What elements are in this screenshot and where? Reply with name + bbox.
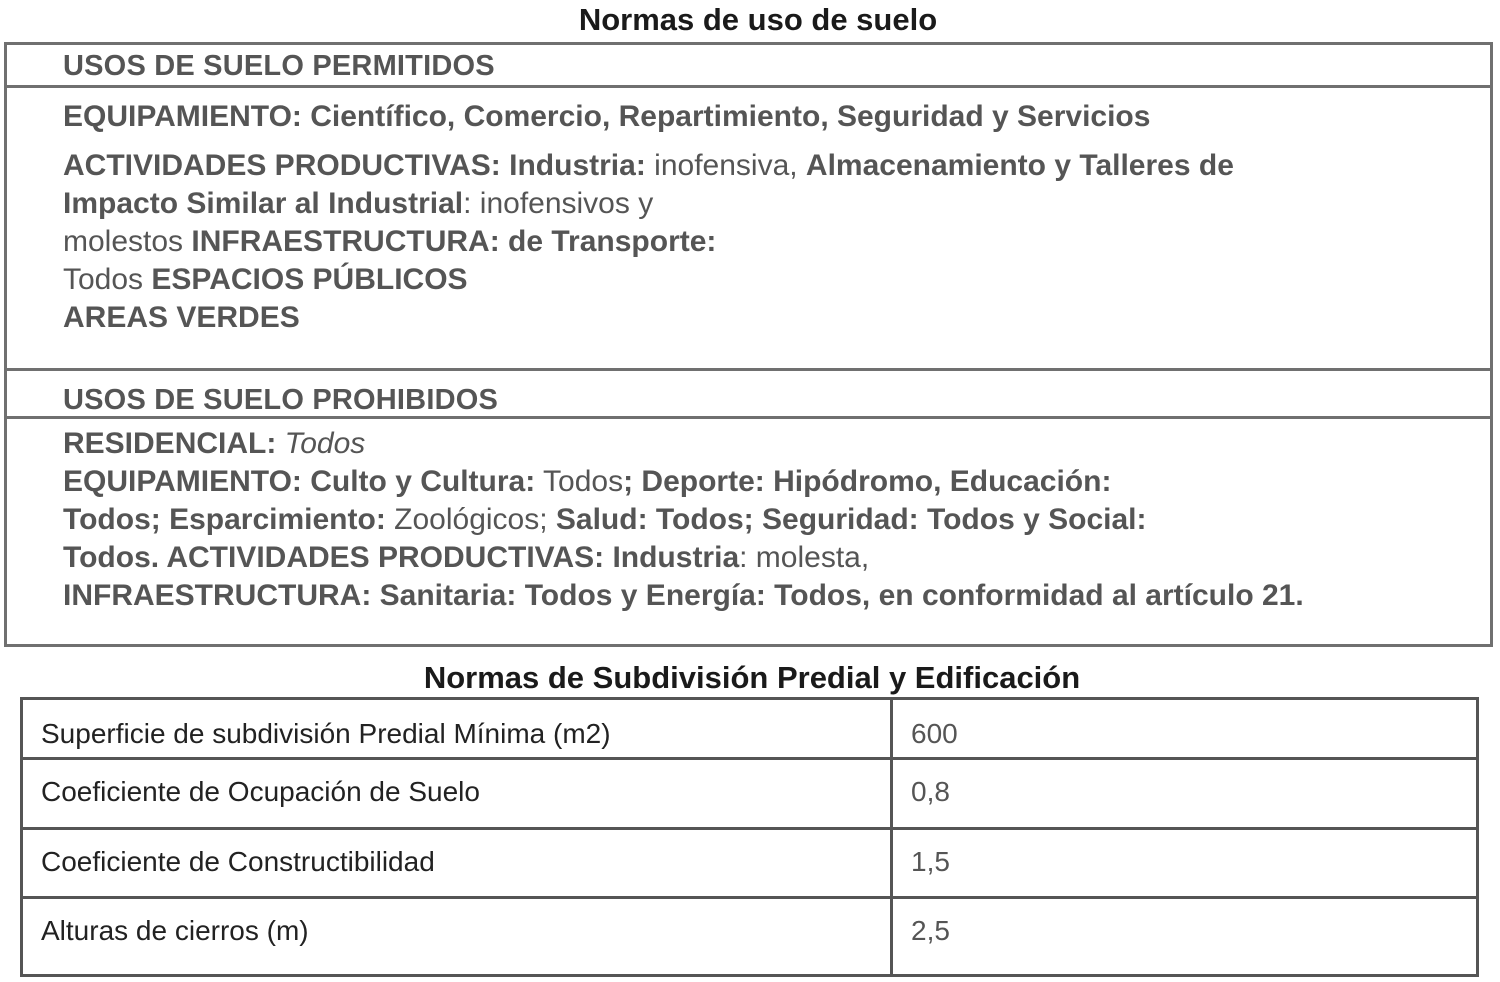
row-label: Coeficiente de Constructibilidad (41, 846, 435, 877)
table-row (23, 760, 1476, 830)
impacto-value: : inofensivos y (463, 187, 654, 220)
industria-label: Industria: (500, 149, 646, 182)
table-row (23, 830, 1476, 899)
todos-text: Todos (63, 263, 152, 296)
prohibidos-line5 (63, 577, 1304, 615)
salud-label: Salud: Todos; Seguridad: Todos y Social: (555, 503, 1147, 536)
infraestructura-label: INFRAESTRUCTURA: de Transporte: (191, 225, 717, 258)
divider (7, 368, 1490, 371)
residencial-value: Todos (276, 427, 366, 460)
row-label: Alturas de cierros (m) (41, 915, 309, 946)
row-value: 0,8 (911, 776, 950, 807)
permitidos-equipamiento (63, 98, 1150, 136)
table-row (23, 899, 1476, 974)
permitidos-actividades-line2 (63, 185, 653, 223)
actividades-label: ACTIVIDADES PRODUCTIVAS: (63, 149, 501, 182)
areas-verdes-label: AREAS VERDES (63, 301, 300, 334)
subdivision-table (20, 697, 1479, 977)
deporte-label: ; Deporte: Hipódromo, Educación: (623, 465, 1112, 498)
equipamiento-culto-label: EQUIPAMIENTO: Culto y Cultura: (63, 465, 536, 498)
espacios-publicos-label: ESPACIOS PÚBLICOS (151, 263, 468, 296)
permitidos-actividades-line1 (63, 147, 1234, 185)
prohibidos-line2 (63, 463, 1111, 501)
prohibidos-line4 (63, 539, 869, 577)
almacenamiento-label: Almacenamiento y Talleres de (805, 149, 1234, 182)
divider (7, 85, 1490, 88)
page-title-subdivision: Normas de Subdivisión Predial y Edificación (423, 660, 1081, 695)
molestos-text: molestos (63, 225, 192, 258)
row-label: Coeficiente de Ocupación de Suelo (41, 776, 480, 807)
equipamiento-text: Científico, Comercio, Repartimiento, Seguridad y Servicios (301, 100, 1151, 133)
esparcimiento-value: Zoológicos; (385, 503, 556, 536)
row-label: Superficie de subdivisión Predial Mínima (m2) (41, 718, 611, 749)
industria-molesta-value: : molesta, (739, 541, 870, 574)
actividades-industria-label: Todos. ACTIVIDADES PRODUCTIVAS: Industria (63, 541, 740, 574)
permitidos-espacios-line (63, 261, 468, 299)
row-value: 2,5 (911, 915, 950, 946)
row-value: 1,5 (911, 846, 950, 877)
page-title-uso-suelo: Normas de uso de suelo (578, 2, 938, 37)
row-value: 600 (911, 718, 958, 749)
prohibidos-header: USOS DE SUELO PROHIBIDOS (63, 384, 499, 416)
permitidos-areas-line (63, 299, 300, 337)
infraestructura-sanitaria-label: INFRAESTRUCTURA: Sanitaria: Todos y Energía: Todos, en conformidad al artículo 21. (63, 579, 1304, 612)
prohibidos-residencial (63, 425, 365, 463)
equipamiento-label: EQUIPAMIENTO: (63, 100, 302, 133)
impacto-label: Impacto Similar al Industrial (63, 187, 464, 220)
permitidos-infra-line (63, 223, 716, 261)
table-row (23, 700, 1476, 760)
residencial-label: RESIDENCIAL: (63, 427, 277, 460)
zoning-box (4, 42, 1493, 647)
culto-value: Todos (535, 465, 624, 498)
permitidos-header: USOS DE SUELO PERMITIDOS (63, 50, 495, 82)
industria-value: inofensiva, (645, 149, 806, 182)
prohibidos-line3 (63, 501, 1147, 539)
esparcimiento-label: Todos; Esparcimiento: (63, 503, 386, 536)
divider (7, 416, 1490, 419)
